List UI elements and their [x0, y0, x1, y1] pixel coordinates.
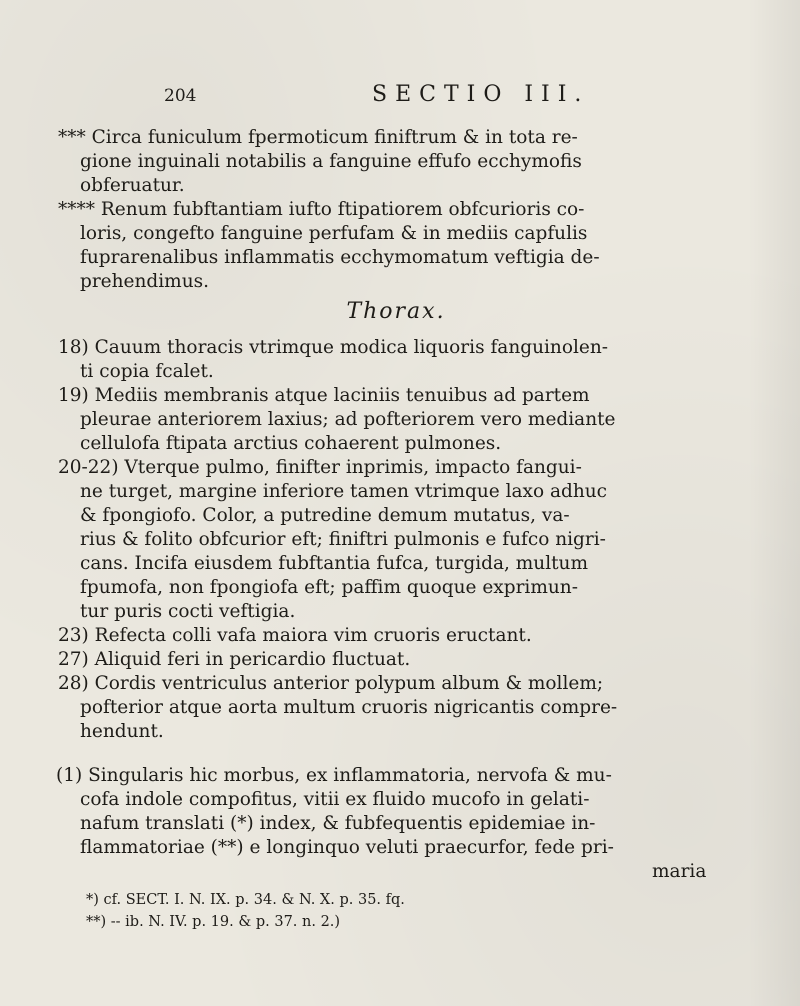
footnote: *) cf. SECT. I. N. IX. p. 34. & N. X. p. 35. fq.: [86, 892, 405, 908]
text-line: ti copia fcalet.: [80, 361, 214, 382]
text-line: pofterior atque aorta multum cruoris nigricantis compre-: [80, 697, 618, 718]
note-line: flammatoriae (**) e longinquo veluti praecurfor, fede pri-: [80, 837, 614, 858]
text-line: cans. Incifa eiusdem fubftantia fufca, turgida, multum: [80, 553, 589, 574]
text-line: gione inguinali notabilis a fanguine effufo ecchymofis: [80, 151, 582, 172]
text-line: 28) Cordis ventriculus anterior polypum album & mollem;: [58, 673, 604, 694]
section-title: Thorax.: [346, 299, 446, 324]
page-number: 204: [164, 86, 197, 106]
text-line: obferuatur.: [80, 175, 185, 196]
text-line: fuprarenalibus inflammatis ecchymomatum veftigia de-: [80, 247, 600, 268]
text-line: hendunt.: [80, 721, 164, 742]
text-line: tur puris cocti veftigia.: [80, 601, 296, 622]
catchword: maria: [652, 861, 707, 882]
text-line: loris, congefto fanguine perfufam & in mediis capfulis: [80, 223, 588, 244]
text-line: 27) Aliquid feri in pericardio fluctuat.: [58, 649, 411, 670]
text-line: cellulofa ftipata arctius cohaerent pulmones.: [80, 433, 502, 454]
text-line: ne turget, margine inferiore tamen vtrimque laxo adhuc: [80, 481, 608, 502]
text-line: pleurae anteriorem laxius; ad pofteriorem vero mediante: [80, 409, 616, 430]
page-header: [164, 82, 624, 112]
text-line: **** Renum fubftantiam iufto ftipatiorem obfcurioris co-: [58, 199, 585, 220]
page-edge-shadow: [748, 0, 800, 1006]
text-line: prehendimus.: [80, 271, 210, 292]
text-line: fpumofa, non fpongiofa eft; paffim quoque exprimun-: [80, 577, 578, 598]
text-line: 19) Mediis membranis atque laciniis tenuibus ad partem: [58, 385, 590, 406]
footnote: **) -- ib. N. IV. p. 19. & p. 37. n. 2.): [86, 914, 341, 930]
note-line: cofa indole compofitus, vitii ex fluido mucofo in gelati-: [80, 789, 590, 810]
text-line: & fpongiofo. Color, a putredine demum mutatus, va-: [80, 505, 570, 526]
text-line: 20-22) Vterque pulmo, finifter inprimis, impacto fangui-: [58, 457, 582, 478]
running-head: SECTIO III.: [372, 82, 590, 107]
text-line: rius & folito obfcurior eft; finiftri pulmonis e fufco nigri-: [80, 529, 606, 550]
note-line: nafum translati (*) index, & fubfequentis epidemiae in-: [80, 813, 596, 834]
text-line: 23) Refecta colli vafa maiora vim cruoris eructant.: [58, 625, 532, 646]
text-line: *** Circa funiculum fpermoticum finiftrum & in tota re-: [58, 127, 578, 148]
note-line: (1) Singularis hic morbus, ex inflammatoria, nervofa & mu-: [56, 765, 612, 786]
text-line: 18) Cauum thoracis vtrimque modica liquoris fanguinolen-: [58, 337, 608, 358]
